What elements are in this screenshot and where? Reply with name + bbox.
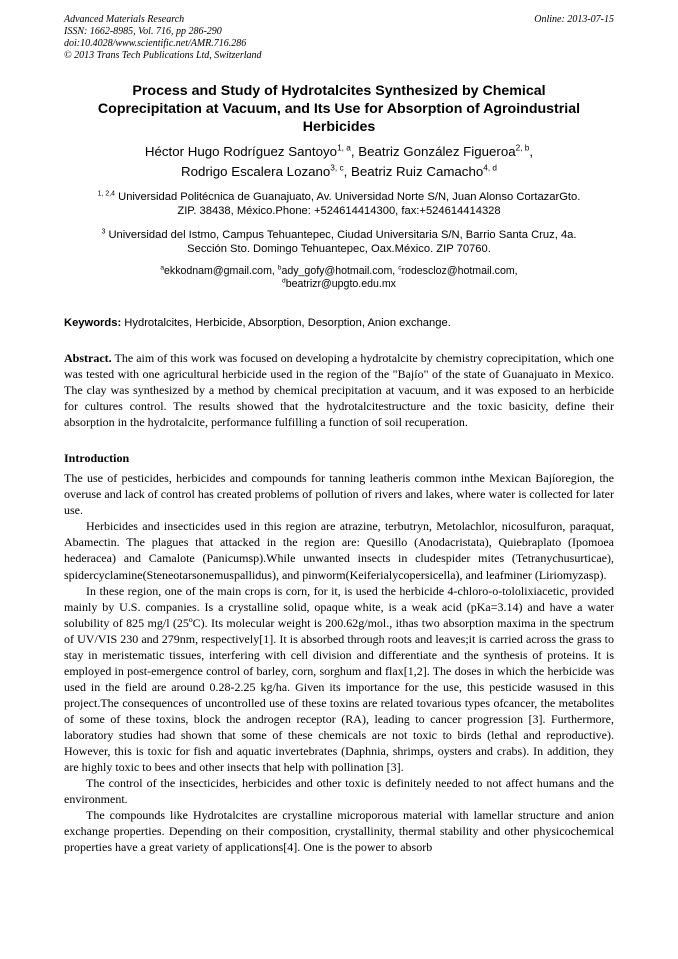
affiliation-mark: 3	[101, 228, 106, 236]
keywords-text: Hydrotalcites, Herbicide, Absorption, Desorption, Anion exchange.	[121, 317, 451, 329]
author-emails	[64, 265, 614, 291]
author-name: Beatriz González Figueroa	[358, 144, 516, 159]
affiliation-line	[64, 190, 614, 204]
email-mark: d	[282, 277, 286, 285]
affiliation-text: Universidad Politécnica de Guanajuato, Av. Universidad Norte S/N, Juan Alonso CortazarGto.	[115, 191, 581, 203]
affiliation-line: Sección Sto. Domingo Tehuantepec, Oax.México. ZIP 70760.	[187, 243, 491, 255]
email-mark: c	[398, 264, 402, 272]
author-affiliation-mark: 3, c	[330, 163, 344, 173]
journal-copyright: © 2013 Trans Tech Publications Ltd, Switzerland	[64, 50, 262, 61]
introduction-section	[64, 450, 614, 855]
abstract-label: Abstract.	[64, 351, 112, 365]
affiliation-mark: 1, 2,4	[97, 190, 115, 198]
affiliation-1	[64, 190, 614, 218]
paragraph: The compounds like Hydrotalcites are crystalline microporous material with lamellar structure and anion exchange properties. Depending on their composition, crystallinity, thermal stability and other physicochemical properties have a great variety of applications[4]. One is the power to absorb	[64, 808, 614, 855]
email-link[interactable]: ekkodnam@gmail.com,	[164, 265, 278, 277]
section-heading: Introduction	[64, 451, 130, 466]
author-affiliation-mark: 1, a	[337, 143, 351, 153]
journal-doi: doi:10.4028/www.scientific.net/AMR.716.286	[64, 38, 247, 49]
journal-issn: ISSN: 1662-8985, Vol. 716, pp 286-290	[64, 26, 222, 37]
email-mark: b	[277, 264, 282, 272]
email-line	[64, 265, 614, 278]
affiliation-line: ZIP. 38438, México.Phone: +524614414300, fax:+524614414328	[177, 205, 501, 217]
online-date: Online: 2013-07-15	[534, 14, 614, 25]
author-line	[64, 142, 614, 162]
keywords	[64, 316, 614, 330]
keywords-label: Keywords:	[64, 317, 122, 329]
affiliation-line	[64, 228, 614, 242]
paragraph: The control of the insecticides, herbicides and other toxic is definitely needed to not affect humans and the environment.	[64, 776, 614, 807]
email-link[interactable]: rodescloz@hotmail.com,	[401, 265, 518, 277]
author-name: Beatriz Ruiz Camacho	[350, 164, 484, 179]
paper-title	[64, 82, 614, 136]
paragraph: In these region, one of the main crops is corn, for it, is used the herbicide 4-chloro-o-tololixiacetic, provided mainly by U.S. companies. Is a crystalline solid, opaque white, is a weak acid (pKa=3.14) and have a water solubility of 825 mg/l (25ºC). Its molecular weight is 200.62g/mol., ithas two absorption maxima in the spectrum of UV/VIS 230 and 279nm, respectively[1]. It is absorbed through roots and leaves;it is carried across the grass to stay in meristematic tissues, interfering with cell division and differentiate and the synthesis of proteins. It is employed in post-emergence control of barley, corn, sorghum and flax[1,2]. The doses in which the herbicide was used in the field are around 0.28-2.25 kg/ha. Given its importance for the use, this pesticide wasused in this project.The consequences of uncontrolled use of these toxins are related tovarious types ofcancer, the metabolites of some of these toxins, block the androgen receptor (RA), leading to cancer progression [3]. Furthermore, laboratory studies had shown that some of these chemicals are not toxic to birds (lethal and reproductive). However, this is toxic for fish and aquatic invertebrates (Daphnia, shrimps, oysters and crabs). In addition, they are highly toxic to bees and other insects that help with pollination [3].	[64, 583, 614, 775]
author-name: Héctor Hugo Rodríguez Santoyo	[144, 144, 338, 159]
email-link[interactable]: ady_gofy@hotmail.com,	[281, 265, 399, 277]
abstract	[64, 350, 614, 430]
affiliation-2	[64, 228, 614, 256]
paragraph: Herbicides and insecticides used in this region are atrazine, terbutryn, Metolachlor, nicosulfuron, paraquat, Abamectin. The plagues that attacked in the region are: Quesillo (Anodacristata), Quiebraplato (Ipomoea hederacea) and Camalote (Panicumsp).While unwanted insects in cludespider mites (Tetranychusurticae), spidercyclamine(Steneotarsonemuspallidus), and pinworm(Keiferialycopersicella), and leafminer (Liriomyzasp).	[64, 519, 614, 582]
journal-name: Advanced Materials Research	[64, 14, 185, 25]
paragraph: The use of pesticides, herbicides and compounds for tanning leatheris common inthe Mexican Bajíoregion, the overuse and lack of control has created problems of pollution of rivers and lakes, where water is collected for later use.	[64, 471, 614, 518]
email-mark: a	[160, 264, 164, 272]
abstract-text: The aim of this work was focused on developing a hydrotalcite by chemistry coprecipitation, which one was tested with one agricultural herbicide used in the region of the "Bajío" of the state of Guanajuato in Mexico. The clay was synthesized by a method by chemical precipitation at vacuum, and it was exposed to an herbicide for cultures control. The results showed that the hydrotalcitestructure and the toxic basicity, define their absorption in the hydrotalcite, performance fulfilling a function of soil recuperation.	[64, 351, 614, 430]
author-separator: ,	[343, 164, 351, 179]
title-line: Process and Study of Hydrotalcites Synthesized by Chemical	[132, 83, 546, 99]
paper-page	[64, 14, 614, 855]
email-line	[64, 278, 614, 291]
title-line: Coprecipitation at Vacuum, and Its Use for Absorption of Agroindustrial	[97, 101, 581, 117]
journal-header	[64, 14, 614, 62]
title-line: Herbicides	[302, 119, 376, 135]
author-affiliation-mark: 2, b	[515, 143, 530, 153]
author-separator: ,	[529, 144, 534, 159]
author-name: Rodrigo Escalera Lozano	[180, 164, 331, 179]
author-affiliation-mark: 4, d	[483, 163, 497, 173]
author-line	[64, 162, 614, 182]
affiliation-text: Universidad del Istmo, Campus Tehuantepec, Ciudad Universitaria S/N, Barrio Santa Cruz, 4a.	[105, 229, 577, 241]
author-separator: ,	[350, 144, 359, 159]
author-list	[64, 142, 614, 182]
email-link[interactable]: beatrizr@upgto.edu.mx	[285, 278, 396, 290]
